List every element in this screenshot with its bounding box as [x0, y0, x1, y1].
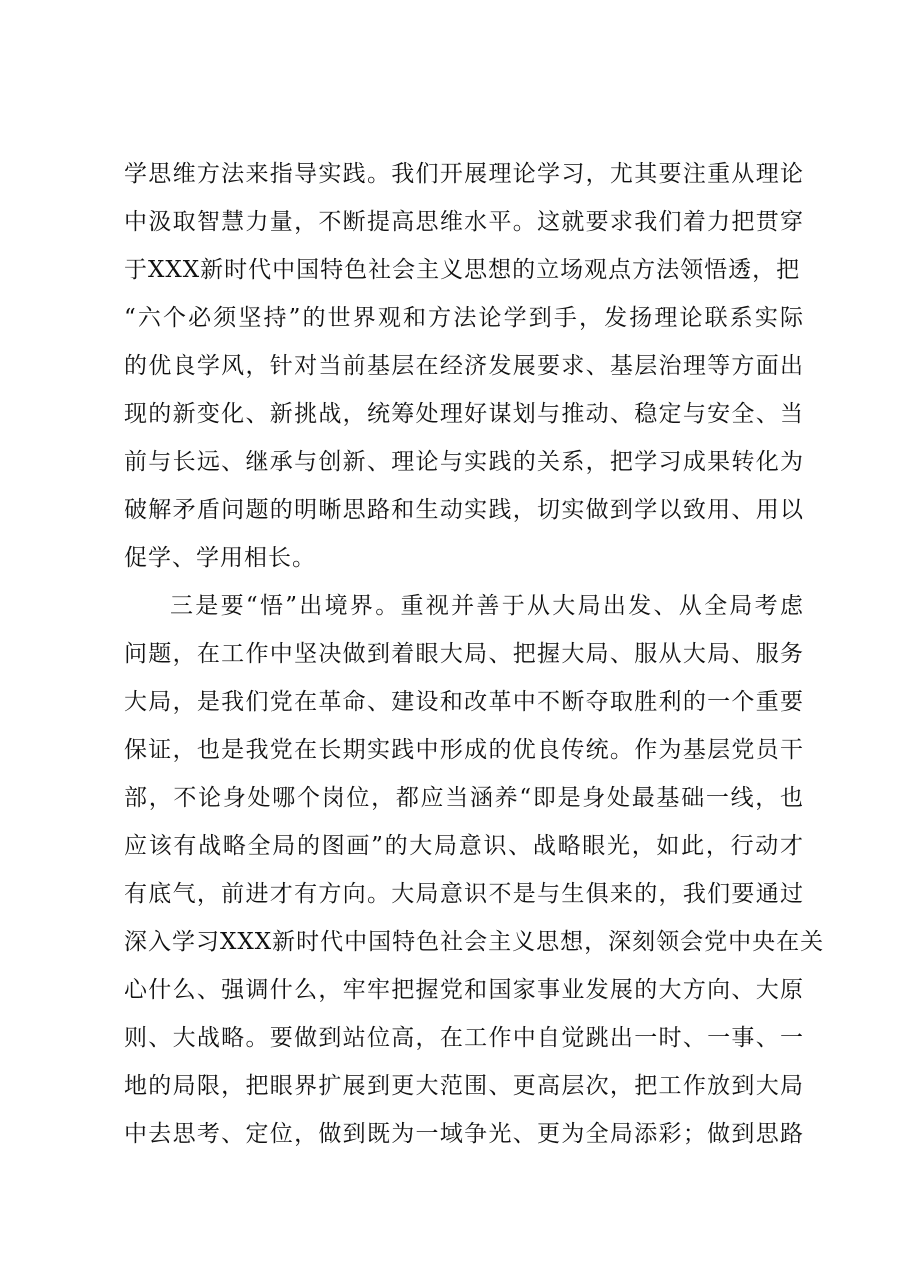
- text-line: 地的局限，把眼界扩展到更大范围、更高层次，把工作放到大局: [124, 1073, 804, 1099]
- text-line: 有底气，前进才有方向。大局意识不是与生俱来的，我们要通过: [124, 881, 804, 907]
- text-line: 则、大战略。要做到站位高，在工作中自觉跳出一时、一事、一: [124, 1025, 804, 1051]
- text-line: 应该有战略全局的图画”的大局意识、战略眼光，如此，行动才: [124, 833, 804, 859]
- text-line: 现的新变化、新挑战，统筹处理好谋划与推动、稳定与安全、当: [124, 401, 804, 427]
- document-body: [124, 150, 825, 1158]
- text-line: “六个必须坚持”的世界观和方法论学到手，发扬理论联系实际: [124, 305, 804, 331]
- paragraph-start-line: 三是要“悟”出境界。重视并善于从大局出发、从全局考虑: [170, 593, 804, 619]
- text-line: 中汲取智慧力量，不断提高思维水平。这就要求我们着力把贯穿: [124, 209, 804, 235]
- text-line: 问题，在工作中坚决做到着眼大局、把握大局、服从大局、服务: [124, 641, 804, 667]
- text-line: 的优良学风，针对当前基层在经济发展要求、基层治理等方面出: [124, 353, 804, 379]
- text-line: 促学、学用相长。: [124, 545, 316, 571]
- text-line: 心什么、强调什么，牢牢把握党和国家事业发展的大方向、大原: [124, 977, 804, 1003]
- text-line: 中去思考、定位，做到既为一域争光、更为全局添彩；做到思路: [124, 1121, 804, 1147]
- text-line: 大局，是我们党在革命、建设和改革中不断夺取胜利的一个重要: [124, 689, 804, 715]
- text-line: 部，不论身处哪个岗位，都应当涵养“即是身处最基础一线，也: [124, 785, 804, 811]
- text-line: 前与长远、继承与创新、理论与实践的关系，把学习成果转化为: [124, 449, 804, 475]
- text-line: 于XXX新时代中国特色社会主义思想的立场观点方法领悟透，把: [124, 257, 801, 283]
- text-line: 学思维方法来指导实践。我们开展理论学习，尤其要注重从理论: [124, 161, 804, 187]
- text-line: 深入学习XXX新时代中国特色社会主义思想，深刻领会党中央在关: [124, 929, 825, 955]
- text-line: 保证，也是我党在长期实践中形成的优良传统。作为基层党员干: [124, 737, 804, 763]
- text-line: 破解矛盾问题的明晰思路和生动实践，切实做到学以致用、用以: [124, 497, 804, 523]
